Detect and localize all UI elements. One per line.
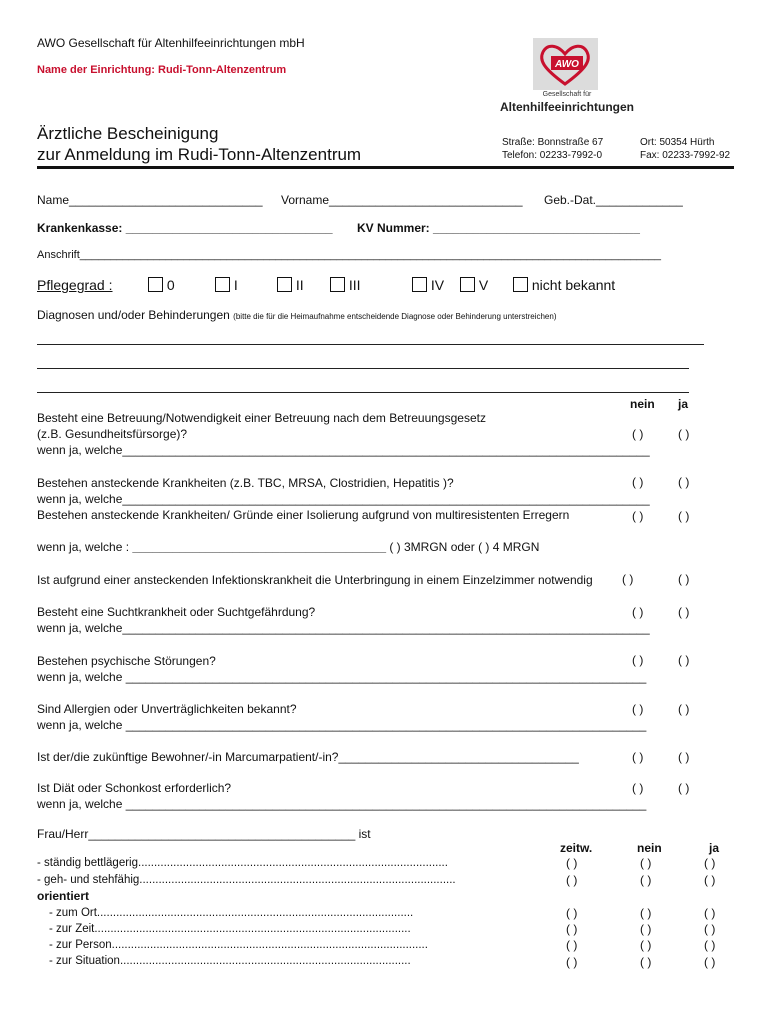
pflegegrad-option-unknown[interactable]: nicht bekannt: [513, 277, 615, 293]
isolierung-ja-mark[interactable]: ( ): [678, 509, 690, 523]
ort-nein-mark[interactable]: ( ): [640, 906, 652, 920]
title-line-2: zur Anmeldung im Rudi-Tonn-Altenzentrum: [37, 145, 362, 164]
phone: Telefon: 02233-7992-0: [502, 150, 603, 161]
allergien-ja-mark[interactable]: ( ): [678, 702, 690, 716]
allergien-welche-field[interactable]: wenn ja, welche ______________________________________________________________________________: [37, 718, 647, 732]
marcumar-nein-mark[interactable]: ( ): [632, 750, 644, 764]
einzelzimmer-ja-mark[interactable]: ( ): [678, 572, 690, 586]
marcumar-ja-mark[interactable]: ( ): [678, 750, 690, 764]
status-zeit: - zur Zeit...................................................................................................: [49, 923, 411, 935]
mrgn4-option[interactable]: ( ) 4 MRGN: [478, 540, 540, 554]
psychisch-welche-field[interactable]: wenn ja, welche ______________________________________________________________________________: [37, 670, 647, 684]
address-block: [502, 136, 603, 162]
question-betreuung: Besteht eine Betreuung/Notwendigkeit einer Betreuung nach dem Betreuungsgesetz (z.B. Gesundheitsfürsorge)? wenn ja, welche_______________________________________________________________________________: [37, 411, 650, 457]
column-zeitweise: zeitw.: [560, 841, 593, 855]
question-einzelzimmer: Ist aufgrund einer ansteckenden Infektionskrankheit die Unterbringung in einem Einzelzimmer notwendig: [37, 573, 593, 587]
question-diaet: Ist Diät oder Schonkost erforderlich? wenn ja, welche ______________________________________________________________________________: [37, 781, 647, 811]
sucht-ja-mark[interactable]: ( ): [678, 605, 690, 619]
kv-nummer-field[interactable]: KV Nummer: _______________________________: [357, 221, 640, 235]
pflegegrad-label: Pflegegrad :: [37, 277, 113, 293]
checkbox-icon[interactable]: [148, 277, 163, 292]
vorname-field[interactable]: Vorname_____________________________: [281, 193, 523, 207]
pflegegrad-option-3[interactable]: III: [330, 277, 361, 293]
city: Ort: 50354 Hürth: [640, 137, 715, 148]
pflegegrad-option-0[interactable]: 0: [148, 277, 175, 293]
title-line-1: Ärztliche Bescheinigung: [37, 124, 219, 143]
name-field[interactable]: Name_____________________________: [37, 193, 263, 207]
diagnosen-line-1[interactable]: [37, 344, 704, 345]
status-gehfaehig: - geh- und stehfähig...................................................................................................: [37, 874, 456, 886]
person-zeitw-mark[interactable]: ( ): [566, 938, 578, 952]
person-nein-mark[interactable]: ( ): [640, 938, 652, 952]
checkbox-icon[interactable]: [460, 277, 475, 292]
diaet-welche-field[interactable]: wenn ja, welche ______________________________________________________________________________: [37, 797, 647, 811]
frau-herr-field[interactable]: Frau/Herr________________________________________ ist: [37, 827, 371, 841]
question-sucht: Besteht eine Suchtkrankheit oder Suchtgefährdung? wenn ja, welche_______________________________________________________________________________: [37, 605, 650, 635]
situation-ja-mark[interactable]: ( ): [704, 955, 716, 969]
checkbox-icon[interactable]: [277, 277, 292, 292]
situation-nein-mark[interactable]: ( ): [640, 955, 652, 969]
krankenkasse-field[interactable]: Krankenkasse: _______________________________: [37, 221, 333, 235]
svg-text:AWO: AWO: [555, 59, 579, 70]
status-bettlaegerig: - ständig bettlägerig.................................................................................................: [37, 857, 448, 869]
diagnosen-line-2[interactable]: [37, 368, 689, 369]
zeit-nein-mark[interactable]: ( ): [640, 922, 652, 936]
status-situation: - zur Situation...........................................................................................: [49, 955, 411, 967]
checkbox-icon[interactable]: [412, 277, 427, 292]
gehfaehig-nein-mark[interactable]: ( ): [640, 873, 652, 887]
bettlaegerig-nein-mark[interactable]: ( ): [640, 856, 652, 870]
ort-zeitw-mark[interactable]: ( ): [566, 906, 578, 920]
bettlaegerig-ja-mark[interactable]: ( ): [704, 856, 716, 870]
sucht-welche-field[interactable]: wenn ja, welche_______________________________________________________________________________: [37, 621, 650, 635]
checkbox-icon[interactable]: [215, 277, 230, 292]
ort-ja-mark[interactable]: ( ): [704, 906, 716, 920]
mrgn-row: wenn ja, welche : ______________________________________ ( ) 3MRGN oder ( ) 4 MRGN: [37, 540, 540, 554]
column-nein: nein: [630, 397, 655, 411]
einzelzimmer-nein-mark[interactable]: ( ): [622, 572, 634, 586]
allergien-nein-mark[interactable]: ( ): [632, 702, 644, 716]
city-block: [640, 136, 730, 162]
diagnosen-label: Diagnosen und/oder Behinderungen (bitte die für die Heimaufnahme entscheidende Diagnose oder Behinderung unterstreichen): [37, 308, 557, 322]
checkbox-icon[interactable]: [513, 277, 528, 292]
fax: Fax: 02233-7992-92: [640, 150, 731, 161]
question-ansteckende-krankheiten: Bestehen ansteckende Krankheiten (z.B. TBC, MRSA, Clostridien, Hepatitis )? wenn ja, welche_______________________________________________________________________________: [37, 476, 650, 506]
bettlaegerig-zeitw-mark[interactable]: ( ): [566, 856, 578, 870]
status-orientiert-heading: orientiert: [37, 889, 90, 903]
mrgn3-option[interactable]: ( ) 3MRGN: [389, 540, 448, 554]
question-marcumar: Ist der/die zukünftige Bewohner/-in Marcumarpatient/-in?____________________________________: [37, 750, 579, 764]
awo-logo: [533, 38, 598, 90]
facility-name: Name der Einrichtung: Rudi-Tonn-Altenzentrum: [37, 64, 287, 76]
situation-zeitw-mark[interactable]: ( ): [566, 955, 578, 969]
street: Straße: Bonnstraße 67: [502, 137, 604, 148]
diagnosen-line-3[interactable]: [37, 392, 689, 393]
diaet-ja-mark[interactable]: ( ): [678, 781, 690, 795]
krankheiten-ja-mark[interactable]: ( ): [678, 475, 690, 489]
checkbox-icon[interactable]: [330, 277, 345, 292]
diaet-nein-mark[interactable]: ( ): [632, 781, 644, 795]
gehfaehig-zeitw-mark[interactable]: ( ): [566, 873, 578, 887]
zeit-zeitw-mark[interactable]: ( ): [566, 922, 578, 936]
status-ort: - zum Ort...................................................................................................: [49, 907, 414, 919]
betreuung-nein-mark[interactable]: ( ): [632, 427, 644, 441]
status-person: - zur Person...................................................................................................: [49, 939, 428, 951]
gehfaehig-ja-mark[interactable]: ( ): [704, 873, 716, 887]
betreuung-welche-field[interactable]: wenn ja, welche_______________________________________________________________________________: [37, 443, 650, 457]
question-allergien: Sind Allergien oder Unverträglichkeiten bekannt? wenn ja, welche ______________________________________________________________________________: [37, 702, 647, 732]
document-title: [37, 123, 361, 165]
mrgn-welche-field[interactable]: ______________________________________: [132, 540, 386, 554]
isolierung-nein-mark[interactable]: ( ): [632, 509, 644, 523]
organization-name: AWO Gesellschaft für Altenhilfeeinrichtungen mbH: [37, 36, 305, 50]
betreuung-ja-mark[interactable]: ( ): [678, 427, 690, 441]
krankheiten-nein-mark[interactable]: ( ): [632, 475, 644, 489]
diagnosen-note: (bitte die für die Heimaufnahme entscheidende Diagnose oder Behinderung unterstreichen): [233, 312, 557, 321]
pflegegrad-option-1[interactable]: I: [215, 277, 238, 293]
logo-title: Altenhilfeeinrichtungen: [499, 100, 634, 114]
column-nein-status: nein: [637, 841, 662, 855]
sucht-nein-mark[interactable]: ( ): [632, 605, 644, 619]
pflegegrad-option-4[interactable]: IV: [412, 277, 444, 293]
anschrift-field[interactable]: Anschrift_______________________________________________________________________________________________: [37, 249, 661, 261]
krankheiten-welche-field[interactable]: wenn ja, welche_______________________________________________________________________________: [37, 492, 650, 506]
column-ja-status: ja: [709, 841, 720, 855]
psychisch-nein-mark[interactable]: ( ): [632, 653, 644, 667]
geburtsdatum-field[interactable]: Geb.-Dat._____________: [544, 193, 683, 207]
pflegegrad-option-2[interactable]: II: [277, 277, 304, 293]
psychisch-ja-mark[interactable]: ( ): [678, 653, 690, 667]
pflegegrad-option-5[interactable]: V: [460, 277, 488, 293]
question-isolierung: Bestehen ansteckende Krankheiten/ Gründe einer Isolierung aufgrund von multiresistenten Erregern: [37, 508, 570, 522]
zeit-ja-mark[interactable]: ( ): [704, 922, 716, 936]
header-rule: [37, 166, 734, 169]
person-ja-mark[interactable]: ( ): [704, 938, 716, 952]
logo-subtitle: Gesellschaft für: [542, 91, 592, 98]
heart-icon: [533, 38, 598, 90]
question-psychische-stoerungen: Bestehen psychische Störungen? wenn ja, welche ______________________________________________________________________________: [37, 654, 647, 684]
column-ja: ja: [678, 397, 689, 411]
